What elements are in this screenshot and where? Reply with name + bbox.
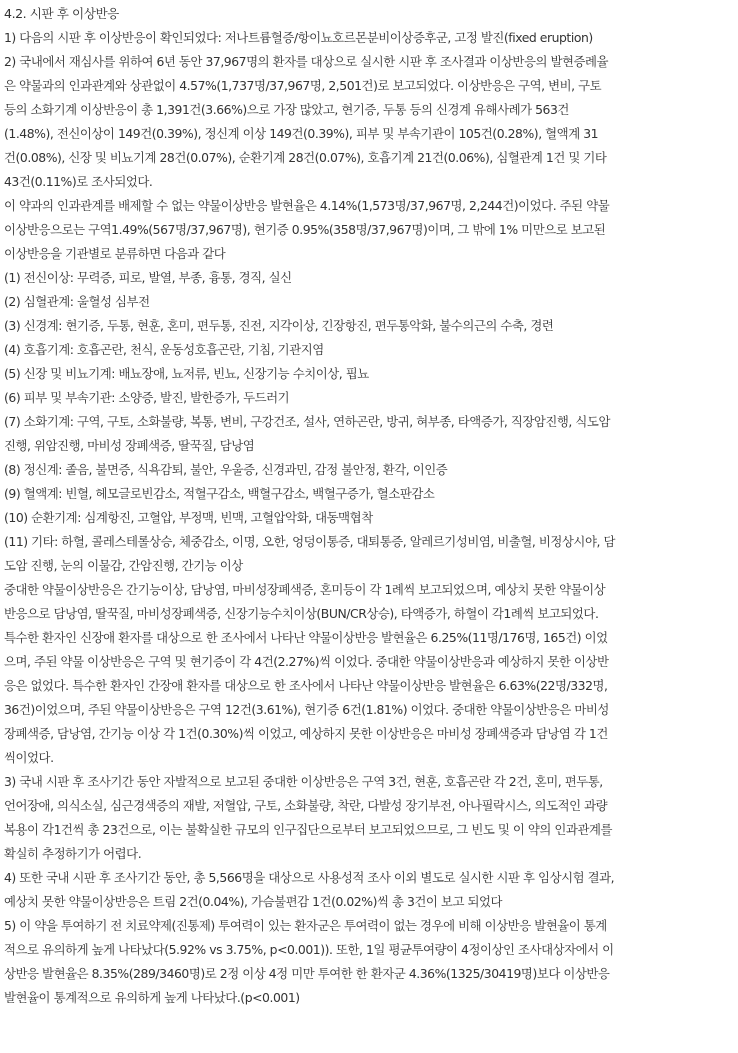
text-line: 이상반응을 기관별로 분류하면 다음과 같다 [4, 246, 226, 261]
text-line: (1.48%), 전신이상이 149건(0.39%), 정신계 이상 149건(0.39%), 피부 및 부속기관이 105건(0.28%), 혈액계 31 [4, 126, 599, 141]
text-line: 발현율이 통계적으로 유의하게 높게 나타났다.(p<0.001) [4, 990, 300, 1005]
text-line: 등의 소화기계 이상반응이 총 1,391건(3.66%)으로 가장 많았고, 현기증, 두통 등의 신경계 유해사례가 563건 [4, 102, 569, 117]
text-line: 이상반응으로는 구역1.49%(567명/37,967명), 현기증 0.95%(358명/37,967명)이며, 그 밖에 1% 미만으로 보고된 [4, 222, 606, 237]
text-line: (4) 호흡기계: 호흡곤란, 천식, 운동성호흡곤란, 기침, 기관지염 [4, 342, 324, 357]
text-line: 43건(0.11%)로 조사되었다. [4, 174, 153, 189]
text-line: 으며, 주된 약물 이상반응은 구역 및 현기증이 각 4건(2.27%)씩 이었다. 중대한 약물이상반응과 예상하지 못한 이상반 [4, 654, 609, 669]
text-line: (7) 소화기계: 구역, 구토, 소화불량, 복통, 변비, 구강건조, 설사, 연하곤란, 방귀, 혀부종, 타액증가, 직장암진행, 식도암 [4, 414, 610, 429]
text-line: 3) 국내 시판 후 조사기간 동안 자발적으로 보고된 중대한 이상반응은 구역 3건, 현훈, 호흡곤란 각 2건, 혼미, 편두통, [4, 774, 603, 789]
text-line: 36건)이었으며, 주된 약물이상반응은 구역 12건(3.61%), 현기증 6건(1.81%) 이었다. 중대한 약물이상반응은 마비성 [4, 702, 609, 717]
text-line: 복용이 각1건씩 총 23건으로, 이는 불확실한 규모의 인구집단으로부터 보고되었으므로, 그 빈도 및 이 약의 인과관계를 [4, 822, 613, 837]
text-line: (6) 피부 및 부속기관: 소양증, 발진, 발한증가, 두드러기 [4, 390, 290, 405]
text-line: (3) 신경계: 현기증, 두통, 현훈, 혼미, 편두통, 진전, 지각이상, 긴장항진, 편두통악화, 불수의근의 수축, 경련 [4, 318, 554, 333]
text-line: (8) 정신계: 졸음, 불면증, 식욕감퇴, 불안, 우울증, 신경과민, 감정 불안정, 환각, 이인증 [4, 462, 448, 477]
text-line: 은 약물과의 인과관계와 상관없이 4.57%(1,737명/37,967명, 2,501건)로 보고되었다. 이상반응은 구역, 변비, 구토 [4, 78, 602, 93]
text-line: 2) 국내에서 재심사를 위하여 6년 동안 37,967명의 환자를 대상으로 실시한 시판 후 조사결과 이상반응의 발현증례율 [4, 54, 609, 69]
text-line: (1) 전신이상: 무력증, 피로, 발열, 부종, 흉통, 경직, 실신 [4, 270, 292, 285]
text-line: 1) 다음의 시판 후 이상반응이 확인되었다: 저나트륨혈증/항이뇨호르몬분비이상증후군, 고정 발진(fixed eruption) [4, 30, 593, 45]
text-line: 4) 또한 국내 시판 후 조사기간 동안, 총 5,566명을 대상으로 사용성적 조사 이외 별도로 실시한 시판 후 임상시험 결과, [4, 870, 615, 885]
text-line: 중대한 약물이상반응은 간기능이상, 담낭염, 마비성장폐색증, 혼미등이 각 1례씩 보고되었으며, 예상치 못한 약물이상 [4, 582, 606, 597]
text-line: 진행, 위암진행, 마비성 장폐색증, 딸꾹질, 담낭염 [4, 438, 255, 453]
text-line: 건(0.08%), 신장 및 비뇨기계 28건(0.07%), 순환기계 28건(0.07%), 호흡기계 21건(0.06%), 심혈관계 1건 및 기타 [4, 150, 607, 165]
section-title: 4.2. 시판 후 이상반응 [4, 6, 119, 21]
text-line: (10) 순환기계: 심계항진, 고혈압, 부정맥, 빈맥, 고혈압악화, 대동맥협착 [4, 510, 373, 525]
text-line: 이 약과의 인과관계를 배제할 수 없는 약물이상반응 발현율은 4.14%(1,573명/37,967명, 2,244건)이었다. 주된 약물 [4, 198, 610, 213]
text-line: 5) 이 약을 투여하기 전 치료약제(진통제) 투여력이 있는 환자군은 투여력이 없는 경우에 비해 이상반응 발현율이 통계 [4, 918, 607, 933]
text-line: (5) 신장 및 비뇨기계: 배뇨장애, 뇨저류, 빈뇨, 신장기능 수치이상, 핍뇨 [4, 366, 369, 381]
text-line: 도암 진행, 눈의 이물감, 간암진행, 간기능 이상 [4, 558, 243, 573]
text-line: 언어장애, 의식소실, 심근경색증의 재발, 저혈압, 구토, 소화불량, 착란, 다발성 장기부전, 아나필락시스, 의도적인 과량 [4, 798, 608, 813]
text-line: 씩이었다. [4, 750, 54, 765]
text-line: 예상치 못한 약물이상반응은 트림 2건(0.04%), 가슴불편감 1건(0.02%)씩 총 3건이 보고 되었다 [4, 894, 503, 909]
text-line: (11) 기타: 하혈, 콜레스테롤상승, 체중감소, 이명, 오한, 엉덩이통증, 대퇴통증, 알레르기성비염, 비출혈, 비정상시야, 담 [4, 534, 615, 549]
text-line: (9) 혈액계: 빈혈, 헤모글로빈감소, 적혈구감소, 백혈구감소, 백혈구증가, 혈소판감소 [4, 486, 435, 501]
text-line: 장폐색증, 담낭염, 간기능 이상 각 1건(0.30%)씩 이었고, 예상하지 못한 이상반응은 마비성 장폐색증과 담낭염 각 1건 [4, 726, 608, 741]
text-line: 적으로 유의하게 높게 나타났다(5.92% vs 3.75%, p<0.001)). 또한, 1일 평균투여량이 4정이상인 조사대상자에서 이 [4, 942, 614, 957]
text-line: 특수한 환자인 신장애 환자를 대상으로 한 조사에서 나타난 약물이상반응 발현율은 6.25%(11명/176명, 165건) 이었 [4, 630, 608, 645]
text-line: 응은 없었다. 특수한 환자인 간장애 환자를 대상으로 한 조사에서 나타난 약물이상반응 발현율은 6.63%(22명/332명, [4, 678, 608, 693]
text-line: 확실히 추정하기가 어렵다. [4, 846, 142, 861]
text-line: (2) 심혈관계: 울혈성 심부전 [4, 294, 150, 309]
text-lines [4, 2, 734, 1010]
text-line: 반응으로 담낭염, 딸꾹질, 마비성장폐색증, 신장기능수치이상(BUN/CR상승), 타액증가, 하혈이 각1례씩 보고되었다. [4, 606, 599, 621]
text-line: 상반응 발현율은 8.35%(289/3460명)로 2정 이상 4정 미만 투여한 한 환자군 4.36%(1325/30419명)보다 이상반응 [4, 966, 610, 981]
